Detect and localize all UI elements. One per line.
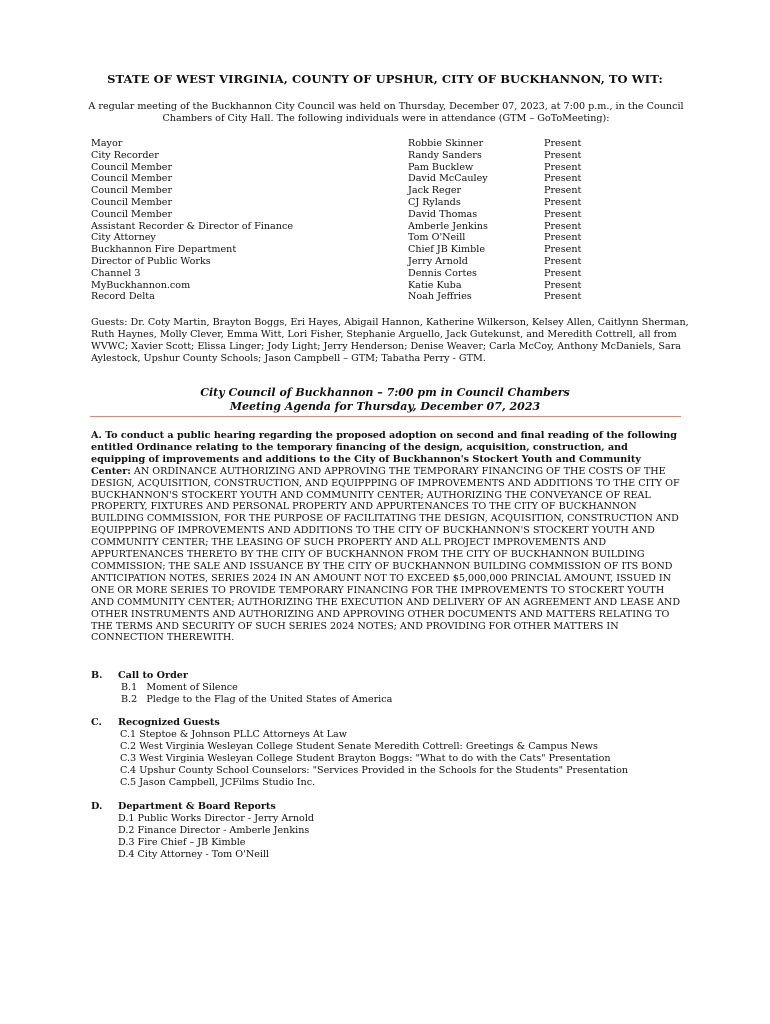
- attendance-row: [91, 162, 691, 174]
- agenda-section-c: [91, 717, 691, 788]
- attendee-name: Pam Bucklew: [408, 161, 474, 173]
- attendee-status: Present: [544, 232, 582, 244]
- attendee-status: Present: [544, 173, 582, 185]
- section-letter: C.: [91, 717, 102, 728]
- attendance-row: [91, 280, 691, 292]
- attendance-row: [91, 291, 691, 303]
- attendee-status: Present: [544, 208, 582, 220]
- agenda-item: B.1 Moment of Silence: [121, 681, 238, 693]
- section-heading: [91, 670, 691, 682]
- section-divider: [90, 416, 681, 417]
- attendance-row: [91, 256, 691, 268]
- agenda-item: C.1 Steptoe & Johnson PLLC Attorneys At Law: [120, 728, 347, 740]
- section-a-body: AN ORDINANCE AUTHORIZING AND APPROVING THE TEMPORARY FINANCING OF THE COSTS OF THE DESIGN, ACQUISITION, CONSTRUCTION, AND EQUIPPPING OF IMPROVEMENTS AND ADDITIONS TO THE CITY OF BUCKHANNON'S STOCKERT YOUTH AND COMMUNITY CENTER; AUTHORIZING THE CONVEYANCE OF REAL PROPERTY, FIXTURES AND PERSONAL PROPERTY AND APPURTENANCES TO THE CITY OF BUCKHANNON BUILDING COMMISSION, FOR THE PURPOSE OF FACILITATING THE DESIGN, ACQUISITION, CONSTRUCTION AND EQUIPPPING OF IMPROVEMENTS AND ADDITIONS TO THE CITY OF BUCKHANNON'S STOCKERT YOUTH AND COMMUNITY CENTER; THE LEASING OF SUCH PROPERTY AND ALL PROJECT IMPROVEMENTS AND APPURTENANCES THERETO BY THE CITY OF BUCKHANNON FROM THE CITY OF BUCKHANNON BUILDING COMMISSION; THE SALE AND ISSUANCE BY THE CITY OF BUCKHANNON BUILDING COMMISSION OF ITS BOND ANTICIPATION NOTES, SERIES 2024 IN AN AMOUNT NOT TO EXCEED $5,000,000 PRINCIAL AMOUNT, ISSUED IN ONE OR MORE SERIES TO PROVIDE TEMPORARY FINANCING FOR THE IMPROVEMENTS TO STOCKERT YOUTH AND COMMUNITY CENTER; AUTHORIZING THE EXECUTION AND DELIVERY OF AN AGREEMENT AND LEASE AND OTHER INSTRUMENTS AND AUTHORIZING AND APPROVING OTHER DOCUMENTS AND MATTERS RELATING TO THE TERMS AND SECURITY OF SUCH SERIES 2024 NOTES; AND PROVIDING FOR OTHER MATTERS IN CONNECTION THEREWITH.: [91, 465, 681, 644]
- attendee-name: Katie Kuba: [408, 279, 462, 291]
- attendee-role: Council Member: [91, 173, 173, 185]
- attendee-status: Present: [544, 138, 582, 149]
- attendee-name: Jack Reger: [408, 185, 462, 197]
- attendance-row: [91, 150, 691, 162]
- agenda-title-line: City Council of Buckhannon – 7:00 pm in Council Chambers: [200, 386, 570, 399]
- attendee-status: Present: [544, 185, 582, 197]
- attendee-status: Present: [544, 161, 582, 173]
- attendance-list: [91, 138, 691, 303]
- agenda-item: D.4 City Attorney - Tom O'Neill: [118, 848, 270, 860]
- attendance-row: [91, 244, 691, 256]
- section-letter: B.: [91, 670, 103, 681]
- attendee-name: CJ Rylands: [408, 196, 461, 208]
- attendee-status: Present: [544, 279, 582, 291]
- attendee-role: Director of Public Works: [91, 255, 211, 267]
- agenda-item: C.2 West Virginia Wesleyan College Student Senate Meredith Cottrell: Greetings & Campus News: [120, 740, 598, 752]
- attendance-row: [91, 221, 691, 233]
- attendee-role: Buckhannon Fire Department: [91, 244, 237, 256]
- attendee-role: Council Member: [91, 196, 173, 208]
- attendee-role: Council Member: [91, 185, 173, 197]
- section-a-lead: A. To conduct a public hearing regarding the proposed adoption on second and final reading of the following entitled Ordinance relating to the temporary financing of the design, acquisition, construction, and equipping of improvements and additions to the City of Buckhannon's Stockert Youth and Community Center:: [91, 430, 677, 477]
- guests-paragraph: Guests: Dr. Coty Martin, Brayton Boggs, Eri Hayes, Abigail Hannon, Katherine Wilkerson, Kelsey Allen, Caitlynn Sherman, Ruth Haynes, Molly Clever, Emma Witt, Lori Fisher, Stephanie Arguello, Jack Gutekunst, and Meredith Cottrell, all from WVWC; Xavier Scott; Elissa Linger; Jody Light; Jerry Henderson; Denise Weaver; Carla McCoy, Anthony McDaniels, Sara Aylestock, Upshur County Schools; Jason Campbell – GTM; Tabatha Perry - GTM.: [91, 317, 689, 364]
- agenda-section-a: [91, 430, 682, 644]
- agenda-item: C.3 West Virginia Wesleyan College Student Brayton Boggs: "What to do with the Cats" Presentation: [120, 752, 611, 764]
- attendee-role: City Recorder: [91, 149, 159, 161]
- attendee-name: Dennis Cortes: [408, 267, 477, 279]
- attendee-status: Present: [544, 291, 582, 303]
- section-title: Recognized Guests: [118, 717, 220, 728]
- agenda-item: B.2 Pledge to the Flag of the United States of America: [121, 693, 393, 705]
- agenda-title: [90, 386, 680, 414]
- meeting-intro: A regular meeting of the Buckhannon City Council was held on Thursday, December 07, 2023, at 7:00 p.m., in the Council Chambers of City Hall. The following individuals were in attendance (GTM – GoToMeeting):: [88, 101, 684, 124]
- attendee-name: Tom O'Neill: [408, 232, 466, 244]
- attendee-role: Council Member: [91, 161, 173, 173]
- section-title: Call to Order: [118, 670, 188, 681]
- attendee-status: Present: [544, 220, 582, 232]
- attendance-row: [91, 185, 691, 197]
- attendee-role: Council Member: [91, 208, 173, 220]
- section-title: Department & Board Reports: [118, 801, 276, 812]
- attendee-role: Record Delta: [91, 291, 155, 303]
- attendee-role: City Attorney: [91, 232, 156, 244]
- agenda-item: D.2 Finance Director - Amberle Jenkins: [118, 824, 310, 836]
- attendance-row: [91, 197, 691, 209]
- attendee-name: David Thomas: [408, 208, 478, 220]
- agenda-item: C.5 Jason Campbell, JCFilms Studio Inc.: [120, 776, 316, 788]
- attendee-name: Randy Sanders: [408, 149, 482, 161]
- agenda-section-b: [91, 670, 691, 706]
- attendance-row: [91, 232, 691, 244]
- agenda-item: C.4 Upshur County School Counselors: "Services Provided in the Schools for the Students" Presentation: [120, 764, 629, 776]
- attendee-role: MyBuckhannon.com: [91, 279, 191, 291]
- section-heading: [91, 801, 691, 813]
- attendance-row: [91, 138, 691, 150]
- attendance-row: [91, 209, 691, 221]
- attendee-status: Present: [544, 267, 582, 279]
- attendee-name: Amberle Jenkins: [408, 220, 488, 232]
- attendee-role: Channel 3: [91, 267, 141, 279]
- agenda-section-d: [91, 801, 691, 861]
- document-heading: STATE OF WEST VIRGINIA, COUNTY OF UPSHUR, CITY OF BUCKHANNON, TO WIT:: [107, 72, 663, 86]
- agenda-item: D.1 Public Works Director - Jerry Arnold: [118, 812, 315, 824]
- agenda-item: D.3 Fire Chief – JB Kimble: [118, 836, 246, 848]
- attendee-status: Present: [544, 149, 582, 161]
- attendee-name: Robbie Skinner: [408, 138, 484, 149]
- section-heading: [91, 717, 691, 729]
- attendee-role: Mayor: [91, 138, 123, 149]
- attendee-status: Present: [544, 244, 582, 256]
- attendee-name: Jerry Arnold: [408, 255, 468, 267]
- attendance-row: [91, 268, 691, 280]
- attendee-name: David McCauley: [408, 173, 488, 185]
- agenda-title-line: Meeting Agenda for Thursday, December 07, 2023: [229, 400, 541, 413]
- attendee-name: Noah Jeffries: [408, 291, 472, 303]
- attendee-status: Present: [544, 255, 582, 267]
- attendance-row: [91, 173, 691, 185]
- attendee-role: Assistant Recorder & Director of Finance: [91, 220, 293, 232]
- section-letter: D.: [91, 801, 103, 812]
- attendee-name: Chief JB Kimble: [408, 244, 486, 256]
- attendee-status: Present: [544, 196, 582, 208]
